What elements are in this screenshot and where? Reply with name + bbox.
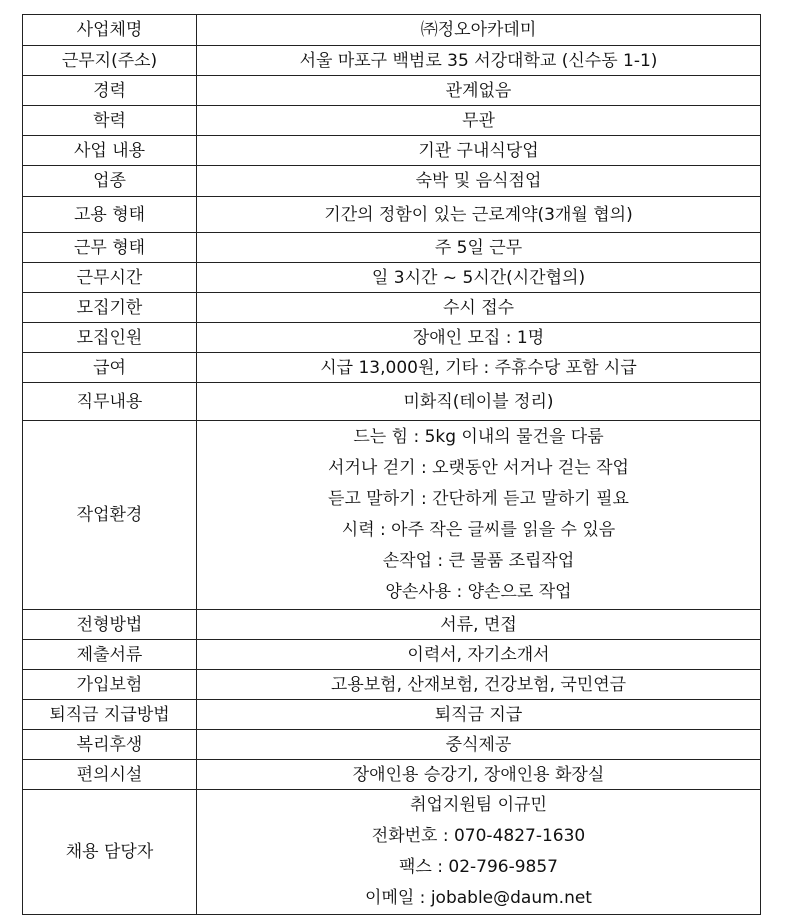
row-value: 고용보험, 산재보험, 건강보험, 국민연금 [197,670,761,700]
work-env-line: 손작업 : 큰 물품 조립작업 [382,551,575,571]
row-value: 서울 마포구 백범로 35 서강대학교 (신수동 1-1) [197,46,761,76]
row-label: 모집기한 [23,293,197,323]
row-value: 이력서, 자기소개서 [197,640,761,670]
row-value: 장애인용 승강기, 장애인용 화장실 [197,760,761,790]
row-facilities [23,760,761,790]
row-industry [23,166,761,197]
row-label: 근무 형태 [23,233,197,263]
row-value: 무관 [197,106,761,136]
row-duties [23,383,761,421]
row-label: 학력 [23,106,197,136]
row-value: 기관 구내식당업 [197,136,761,166]
row-label: 퇴직금 지급방법 [23,700,197,730]
row-contact [23,790,761,915]
row-salary [23,353,761,383]
row-label: 업종 [23,166,197,197]
contact-line: 취업지원팀 이규민 [410,795,547,815]
row-value: 미화직(테이블 정리) [197,383,761,421]
row-label: 근무지(주소) [23,46,197,76]
row-label: 복리후생 [23,730,197,760]
work-env-line: 양손사용 : 양손으로 작업 [385,582,572,602]
row-value: 기간의 정함이 있는 근로계약(3개월 협의) [197,197,761,233]
row-value: 수시 접수 [197,293,761,323]
row-insurance [23,670,761,700]
row-label: 가입보험 [23,670,197,700]
row-value: 일 3시간 ~ 5시간(시간협의) [197,263,761,293]
row-employment-type [23,197,761,233]
row-label: 사업 내용 [23,136,197,166]
work-env-line: 시력 : 아주 작은 글씨를 읽을 수 있음 [341,520,616,540]
row-value: 장애인 모집 : 1명 [197,323,761,353]
row-deadline [23,293,761,323]
row-address [23,46,761,76]
row-work-type [23,233,761,263]
row-value: 서류, 면접 [197,610,761,640]
row-severance [23,700,761,730]
row-business [23,136,761,166]
work-env-line: 듣고 말하기 : 간단하게 듣고 말하기 필요 [328,489,629,509]
contact-line: 이메일 : jobable@daum.net [365,888,592,908]
row-label: 근무시간 [23,263,197,293]
row-label: 작업환경 [23,421,197,610]
row-work-hours [23,263,761,293]
row-career [23,76,761,106]
row-label: 사업체명 [23,15,197,46]
row-label: 모집인원 [23,323,197,353]
row-value: 관계없음 [197,76,761,106]
row-value: 시급 13,000원, 기타 : 주휴수당 포함 시급 [197,353,761,383]
row-label: 고용 형태 [23,197,197,233]
row-value: 퇴직금 지급 [197,700,761,730]
row-label: 편의시설 [23,760,197,790]
row-headcount [23,323,761,353]
row-label: 채용 담당자 [23,790,197,915]
work-env-line: 드는 힘 : 5kg 이내의 물건을 다룸 [353,427,604,447]
row-selection-method [23,610,761,640]
row-value: 중식제공 [197,730,761,760]
row-documents [23,640,761,670]
work-env-line: 서거나 걷기 : 오랫동안 서거나 걷는 작업 [328,458,629,478]
row-value: 주 5일 근무 [197,233,761,263]
row-value: ㈜정오아카데미 [197,15,761,46]
row-welfare [23,730,761,760]
row-label: 제출서류 [23,640,197,670]
contact-line: 전화번호 : 070-4827-1630 [371,826,586,846]
row-education [23,106,761,136]
job-info-table [22,14,761,915]
row-label: 직무내용 [23,383,197,421]
row-label: 급여 [23,353,197,383]
contact-line: 팩스 : 02-796-9857 [399,857,558,877]
row-label: 경력 [23,76,197,106]
row-company [23,15,761,46]
row-value: 숙박 및 음식점업 [197,166,761,197]
row-label: 전형방법 [23,610,197,640]
row-value [197,421,761,610]
row-work-environment [23,421,761,610]
row-value [197,790,761,915]
